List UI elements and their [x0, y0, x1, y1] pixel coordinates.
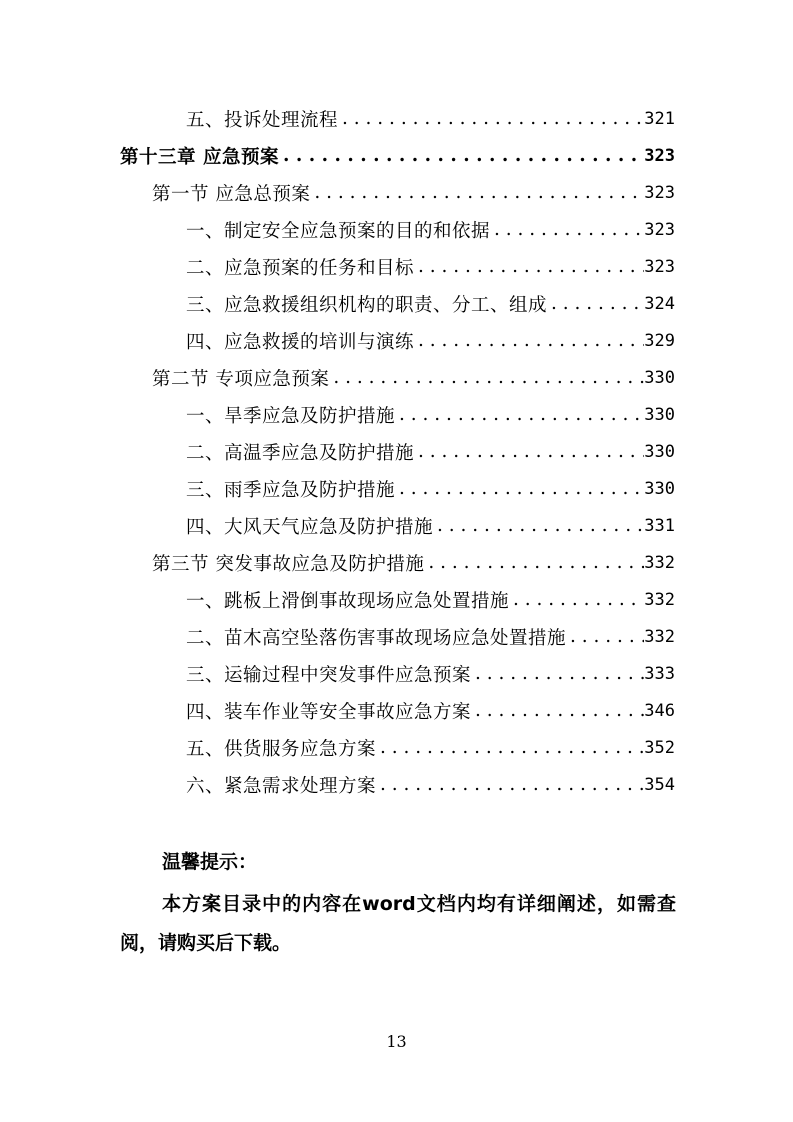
toc-entry[interactable]	[186, 766, 675, 803]
toc-entry[interactable]	[186, 692, 675, 729]
toc-entry-page: 352	[644, 737, 675, 758]
toc-entry-title: 三、雨季应急及防护措施	[186, 479, 396, 501]
toc-entry-title: 三、运输过程中突发事件应急预案	[186, 664, 472, 686]
toc-leader-dots	[279, 145, 644, 166]
toc-leader-dots	[471, 663, 644, 684]
toc-entry[interactable]	[186, 396, 675, 433]
toc-leader-dots	[338, 108, 644, 129]
toc-entry-page: 354	[644, 774, 675, 795]
toc-leader-dots	[395, 478, 644, 499]
toc-entry-page: 331	[644, 515, 675, 536]
toc-entry-title: 一、跳板上滑倒事故现场应急处置措施	[186, 590, 510, 612]
toc-entry-page: 332	[644, 552, 675, 573]
toc-leader-dots	[310, 182, 644, 203]
toc-entry-title: 四、大风天气应急及防护措施	[186, 516, 434, 538]
toc-leader-dots	[424, 552, 644, 573]
toc-chapter-entry[interactable]	[120, 137, 675, 174]
tip-body: 本方案目录中的内容在word文档内均有详细阐述，如需查阅，请购买后下载。	[120, 893, 676, 954]
toc-entry-page: 321	[644, 108, 675, 129]
toc-entry[interactable]	[186, 729, 675, 766]
toc-entry[interactable]	[186, 433, 675, 470]
toc-leader-dots	[414, 441, 644, 462]
toc-entry-page: 346	[644, 700, 675, 721]
toc-leader-dots	[376, 774, 644, 795]
toc-entry-page: 323	[644, 256, 675, 277]
toc-entry-title: 一、制定安全应急预案的目的和依据	[186, 220, 491, 242]
toc-entry-title: 第一节 应急总预案	[152, 183, 311, 205]
toc-leader-dots	[414, 330, 644, 351]
toc-leader-dots	[509, 589, 644, 610]
toc-leader-dots	[566, 626, 644, 647]
toc-entry-page: 332	[644, 626, 675, 647]
toc-entry[interactable]	[186, 248, 675, 285]
toc-entry-page: 330	[644, 404, 675, 425]
toc-entry[interactable]	[186, 581, 675, 618]
toc-leader-dots	[329, 367, 644, 388]
toc-entry-page: 323	[644, 219, 675, 240]
toc-entry[interactable]	[186, 285, 675, 322]
toc-entry[interactable]	[186, 507, 675, 544]
toc-section-entry[interactable]	[152, 174, 675, 211]
toc-leader-dots	[376, 737, 644, 758]
toc-entry[interactable]	[186, 470, 675, 507]
toc-entry-title: 四、应急救援的培训与演练	[186, 331, 415, 353]
toc-leader-dots	[395, 404, 644, 425]
toc-entry-page: 330	[644, 478, 675, 499]
toc-entry-title: 第三节 突发事故应急及防护措施	[152, 553, 425, 575]
toc-entry[interactable]	[186, 655, 675, 692]
toc-entry-page: 330	[644, 367, 675, 388]
toc-entry-title: 六、紧急需求处理方案	[186, 775, 377, 797]
toc-entry-title: 二、应急预案的任务和目标	[186, 257, 415, 279]
tip-title: 温馨提示：	[162, 851, 258, 873]
toc-section-entry[interactable]	[152, 359, 675, 396]
toc-leader-dots	[547, 293, 644, 314]
toc-entry-page: 333	[644, 663, 675, 684]
toc-entry-title: 五、供货服务应急方案	[186, 738, 377, 760]
toc-entry-title: 五、投诉处理流程	[186, 109, 339, 131]
toc-entry-title: 二、苗木高空坠落伤害事故现场应急处置措施	[186, 627, 567, 649]
toc-entry-page: 330	[644, 441, 675, 462]
toc-entry-title: 第十三章 应急预案	[120, 146, 279, 168]
page-number: 13	[386, 1032, 407, 1051]
toc-entry[interactable]	[186, 100, 675, 137]
toc-section-entry[interactable]	[152, 544, 675, 581]
toc-entry-page: 323	[644, 145, 675, 166]
toc-leader-dots	[471, 700, 644, 721]
toc-entry-page: 329	[644, 330, 675, 351]
toc-leader-dots	[490, 219, 644, 240]
toc-entry[interactable]	[186, 322, 675, 359]
toc-leader-dots	[433, 515, 644, 536]
toc-leader-dots	[414, 256, 644, 277]
toc-entry-title: 四、装车作业等安全事故应急方案	[186, 701, 472, 723]
toc-entry-page: 323	[644, 182, 675, 203]
toc-entry-page: 332	[644, 589, 675, 610]
toc-entry-title: 二、高温季应急及防护措施	[186, 442, 415, 464]
toc-entry-title: 三、应急救援组织机构的职责、分工、组成	[186, 294, 548, 316]
toc-entry-title: 一、旱季应急及防护措施	[186, 405, 396, 427]
toc-entry-title: 第二节 专项应急预案	[152, 368, 330, 390]
toc-entry-page: 324	[644, 293, 675, 314]
toc-entry[interactable]	[186, 618, 675, 655]
toc-entry[interactable]	[186, 211, 675, 248]
